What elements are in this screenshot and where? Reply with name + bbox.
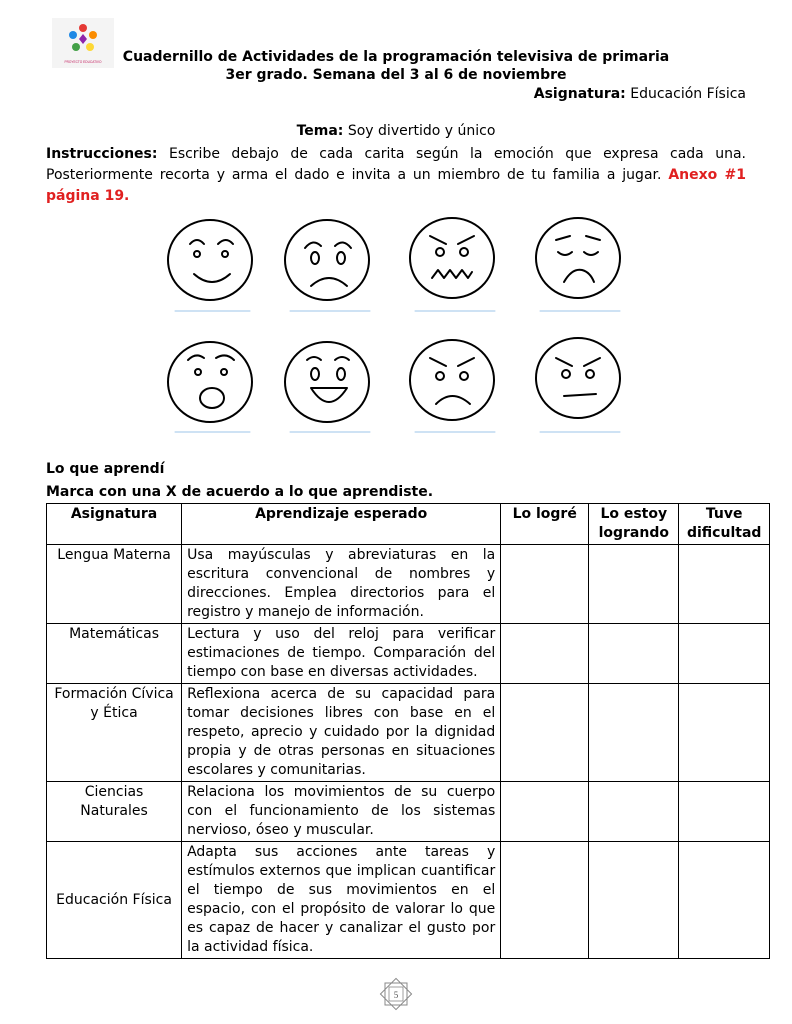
mark-achieved-cell[interactable] bbox=[501, 842, 589, 959]
mark-difficulty-cell[interactable] bbox=[679, 684, 770, 782]
face-sad bbox=[285, 220, 369, 300]
header-difficulty: Tuve dificultad bbox=[679, 504, 770, 545]
instructions bbox=[46, 144, 746, 207]
annex-reference: Anexo #1 página 19. bbox=[46, 167, 747, 204]
row-subject: Matemáticas bbox=[47, 624, 182, 684]
mark-difficulty-cell[interactable] bbox=[679, 782, 770, 842]
header-title-line1: Cuadernillo de Actividades de la programación televisiva de primaria bbox=[122, 49, 670, 65]
table-header-row bbox=[47, 504, 770, 545]
mark-in-progress-cell[interactable] bbox=[589, 684, 679, 782]
row-subject: Educación Física bbox=[47, 842, 182, 959]
instructions-text: Escribe debajo de cada carita según la emoción que expresa cada una. Posteriormente recorta y arma el dado e invita a un miembro de tu familia a jugar. bbox=[46, 146, 747, 183]
subject-value: Educación Física bbox=[630, 86, 746, 102]
section-title: Lo que aprendí bbox=[46, 461, 165, 477]
table-row bbox=[47, 624, 770, 684]
row-subject: Formación Cívica y Ética bbox=[47, 684, 182, 782]
emotion-faces bbox=[160, 210, 640, 440]
mark-in-progress-cell[interactable] bbox=[589, 545, 679, 624]
header-subject: Asignatura bbox=[47, 504, 182, 545]
header-achieved: Lo logré bbox=[501, 504, 589, 545]
row-subject: Ciencias Naturales bbox=[47, 782, 182, 842]
mark-difficulty-cell[interactable] bbox=[679, 624, 770, 684]
face-happy bbox=[168, 220, 252, 300]
mark-difficulty-cell[interactable] bbox=[679, 842, 770, 959]
face-excited bbox=[285, 342, 369, 422]
row-expected: Adapta sus acciones ante tareas y estímulos externos que implican cuantificar el tiempo de sus movimientos en el espacio, con el propósito de valorar lo que es capaz de hacer y canalizar el gusto por la actividad física. bbox=[182, 842, 501, 959]
face-disgusted bbox=[536, 218, 620, 298]
row-expected: Usa mayúsculas y abreviaturas en la escritura convencional de nombres y direcciones. Emplea directorios para el registro y manejo de información. bbox=[182, 545, 501, 624]
table-row bbox=[47, 545, 770, 624]
page-number: 5 bbox=[393, 990, 399, 1000]
topic-value: Soy divertido y único bbox=[347, 123, 496, 139]
mark-achieved-cell[interactable] bbox=[501, 782, 589, 842]
subject-line bbox=[534, 86, 746, 102]
header-title-line2: 3er grado. Semana del 3 al 6 de noviembre bbox=[225, 67, 567, 83]
header-expected: Aprendizaje esperado bbox=[182, 504, 501, 545]
row-expected: Lectura y uso del reloj para verificar estimaciones de tiempo. Comparación del tiempo con base en diversas actividades. bbox=[182, 624, 501, 684]
topic-label: Tema: bbox=[296, 123, 344, 139]
subject-label: Asignatura: bbox=[533, 86, 626, 102]
page-number-badge bbox=[377, 975, 415, 1013]
instructions-label: Instrucciones: bbox=[46, 146, 158, 162]
mark-in-progress-cell[interactable] bbox=[589, 782, 679, 842]
mark-achieved-cell[interactable] bbox=[501, 545, 589, 624]
mark-achieved-cell[interactable] bbox=[501, 684, 589, 782]
table-row bbox=[47, 842, 770, 959]
topic-line bbox=[0, 123, 792, 139]
face-mad bbox=[410, 340, 494, 420]
section-instruction: Marca con una X de acuerdo a lo que aprendiste. bbox=[46, 484, 434, 500]
row-expected: Relaciona los movimientos de su cuerpo con el funcionamiento de los sistemas nervioso, óseo y muscular. bbox=[182, 782, 501, 842]
row-expected: Reflexiona acerca de su capacidad para tomar decisiones libres con base en el respeto, aprecio y cuidado por la dignidad propia y de otras personas en situaciones escolares y comunitarias. bbox=[182, 684, 501, 782]
mark-in-progress-cell[interactable] bbox=[589, 624, 679, 684]
learning-table bbox=[46, 503, 770, 959]
row-subject: Lengua Materna bbox=[47, 545, 182, 624]
mark-achieved-cell[interactable] bbox=[501, 624, 589, 684]
mark-difficulty-cell[interactable] bbox=[679, 545, 770, 624]
table-row bbox=[47, 684, 770, 782]
mark-in-progress-cell[interactable] bbox=[589, 842, 679, 959]
table-row bbox=[47, 782, 770, 842]
face-angry bbox=[410, 218, 494, 298]
face-surprised bbox=[168, 342, 252, 422]
header-in-progress: Lo estoy logrando bbox=[589, 504, 679, 545]
face-neutral bbox=[536, 338, 620, 418]
logo-text: PROYECTO EDUCATIVO bbox=[64, 60, 102, 64]
